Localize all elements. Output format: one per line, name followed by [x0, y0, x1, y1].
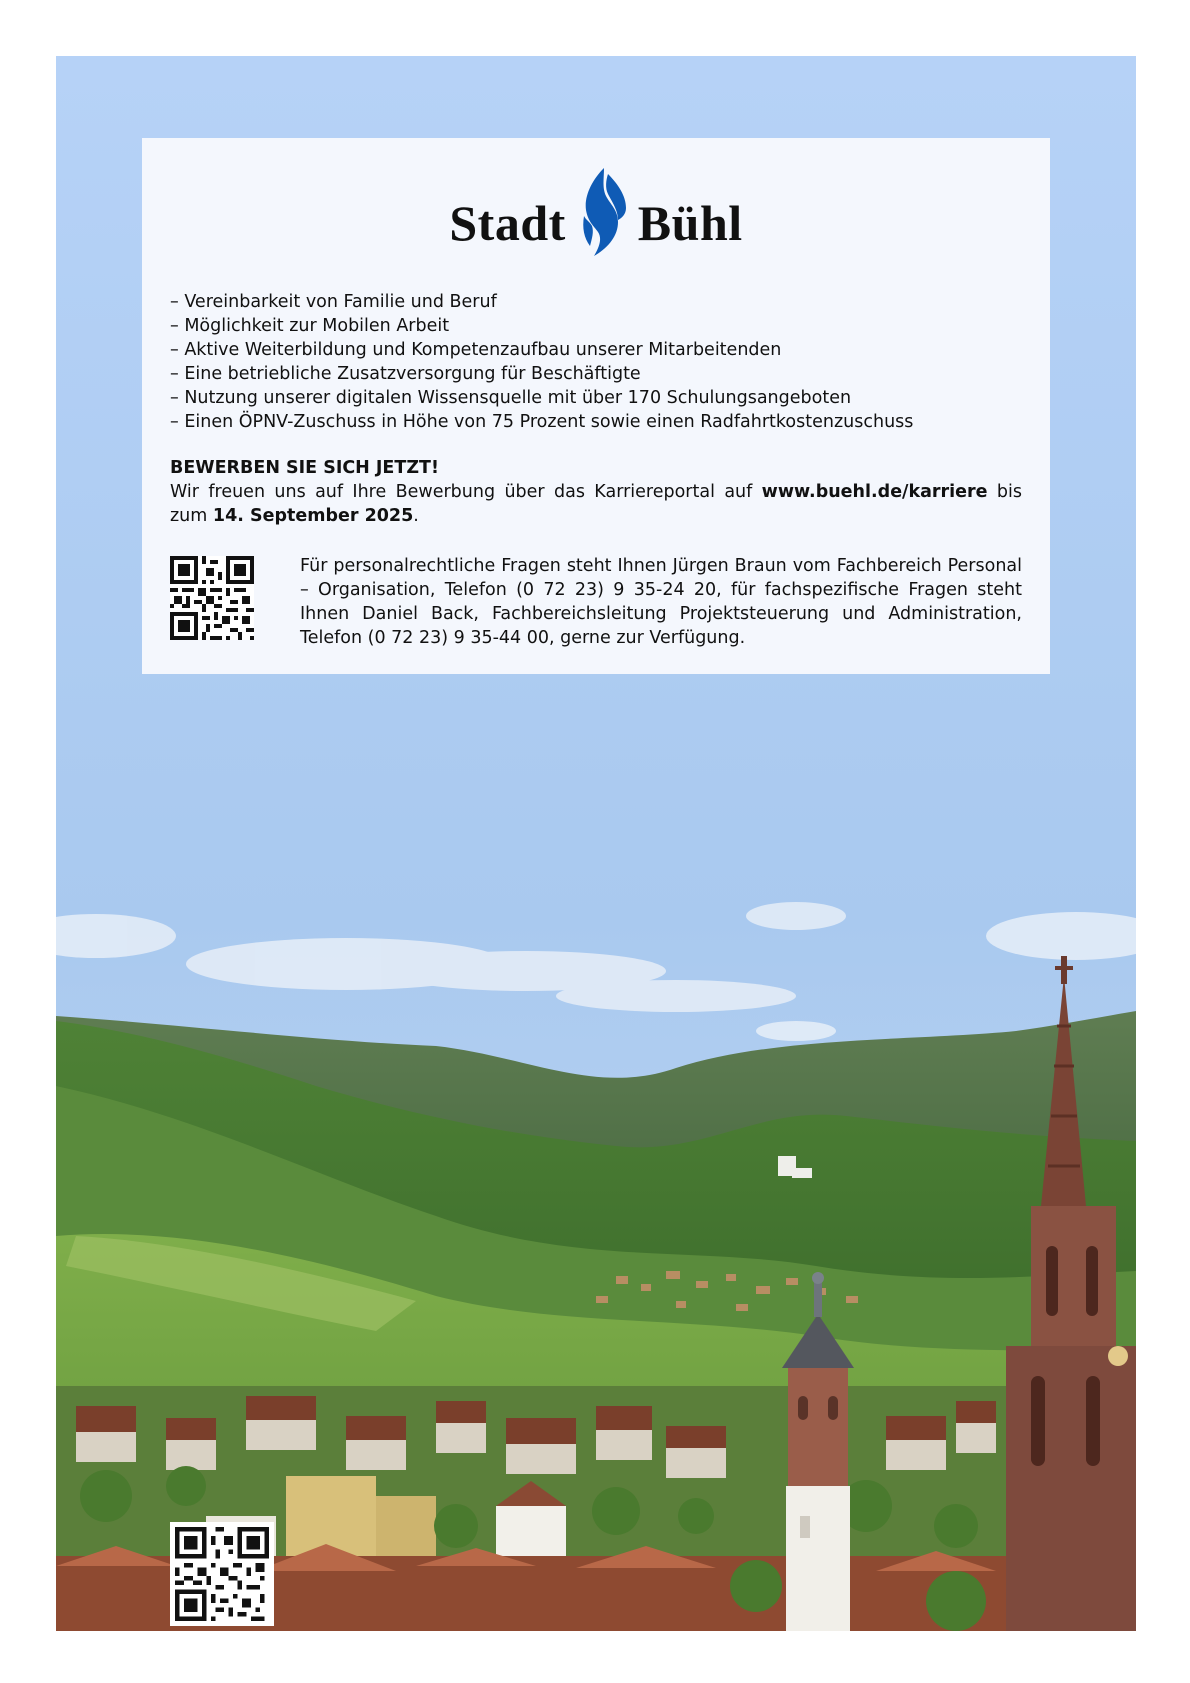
benefit-item: – Aktive Weiterbildung und Kompetenzaufbau unserer Mitarbeitenden: [170, 340, 782, 360]
apply-heading: BEWERBEN SIE SICH JETZT!: [170, 458, 439, 478]
benefit-item: – Nutzung unserer digitalen Wissensquelle mit über 170 Schulungsangeboten: [170, 388, 852, 408]
qr-code-icon: [175, 1527, 269, 1621]
apply-section: [170, 456, 1022, 528]
logo-word-buehl: Bühl: [637, 195, 743, 251]
benefit-item: – Eine betriebliche Zusatzversorgung für Beschäftigte: [170, 364, 641, 384]
city-logo-mark-icon: [574, 166, 630, 258]
contact-paragraph: Für personalrechtliche Fragen steht Ihnen Jürgen Braun vom Fachbereich Personal – Organisation, Telefon (0 72 23) 9 35-24 20, für fachspezifische Fragen steht Ihnen Daniel Back, Fachbereichsleitung Projektsteuerung und Administration, Telefon (0 72 23) 9 35-44 00, gerne zur Verfügung.: [300, 556, 1022, 648]
benefit-item: – Möglichkeit zur Mobilen Arbeit: [170, 316, 450, 336]
career-portal-link[interactable]: www.buehl.de/karriere: [761, 482, 988, 502]
application-deadline: 14. September 2025: [212, 506, 414, 526]
logo-word-stadt: Stadt: [449, 195, 566, 251]
qr-code-icon[interactable]: [170, 556, 254, 640]
benefits-list: [170, 290, 913, 434]
apply-text-end: .: [413, 506, 419, 526]
apply-text-middle: bis zum: [170, 482, 1022, 526]
contact-section: [170, 554, 1022, 654]
info-card: [142, 138, 1050, 674]
benefit-item: – Vereinbarkeit von Familie und Beruf: [170, 292, 497, 312]
poster-panel: [56, 56, 1136, 1631]
stadt-buehl-logo: [142, 164, 1050, 260]
bottom-qr-code[interactable]: [170, 1522, 274, 1626]
apply-text-before: Wir freuen uns auf Ihre Bewerbung über das Karriereportal auf: [170, 482, 762, 502]
benefit-item: – Einen ÖPNV-Zuschuss in Höhe von 75 Prozent sowie einen Radfahrtkostenzuschuss: [170, 412, 914, 432]
apply-paragraph: [170, 480, 1022, 528]
